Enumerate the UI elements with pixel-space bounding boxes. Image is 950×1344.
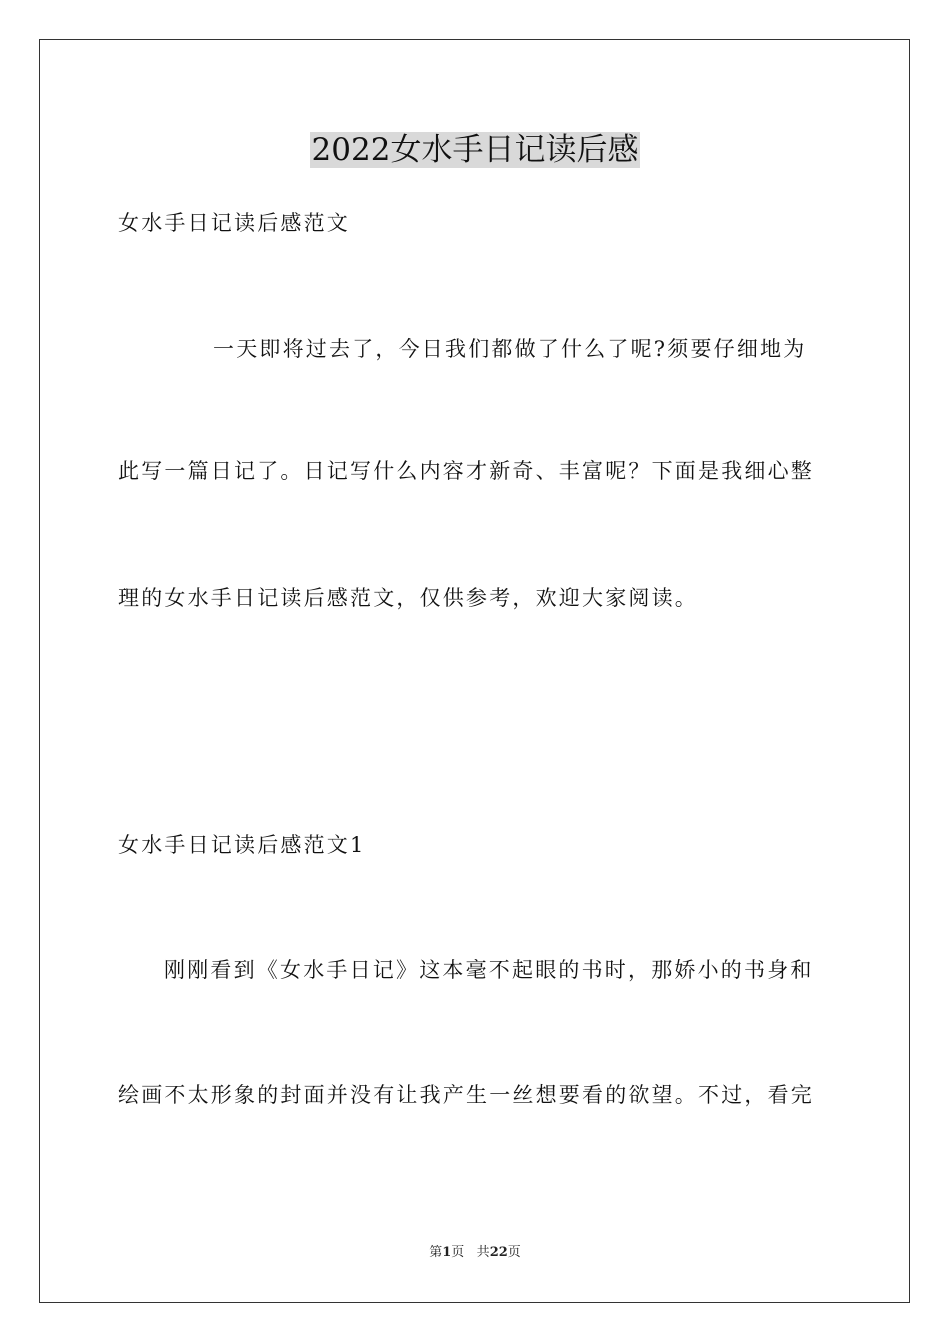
- section-heading: 女水手日记读后感范文: [118, 211, 350, 235]
- page-prefix: 第: [429, 1245, 443, 1260]
- paragraph-line: 绘画不太形象的封面并没有让我产生一丝想要看的欲望。不过，看完: [118, 1083, 814, 1107]
- page-number: 1: [442, 1245, 452, 1260]
- document-title: [0, 128, 950, 172]
- document-title-text: 2022女水手日记读后感: [311, 132, 639, 168]
- paragraph-line: 此写一篇日记了。日记写什么内容才新奇、丰富呢？下面是我细心整: [118, 459, 814, 483]
- total-prefix: 共: [476, 1245, 490, 1260]
- total-pages: 22: [489, 1245, 508, 1260]
- paragraph-line: 刚刚看到《女水手日记》这本毫不起眼的书时，那娇小的书身和: [164, 958, 814, 982]
- paragraph-line: 理的女水手日记读后感范文，仅供参考，欢迎大家阅读。: [118, 586, 698, 610]
- page-footer: [0, 1244, 950, 1262]
- page-suffix: 页: [451, 1245, 465, 1260]
- section-heading: 女水手日记读后感范文1: [118, 833, 366, 857]
- total-suffix: 页: [507, 1245, 521, 1260]
- paragraph-line: 一天即将过去了，今日我们都做了什么了呢?须要仔细地为: [213, 337, 807, 361]
